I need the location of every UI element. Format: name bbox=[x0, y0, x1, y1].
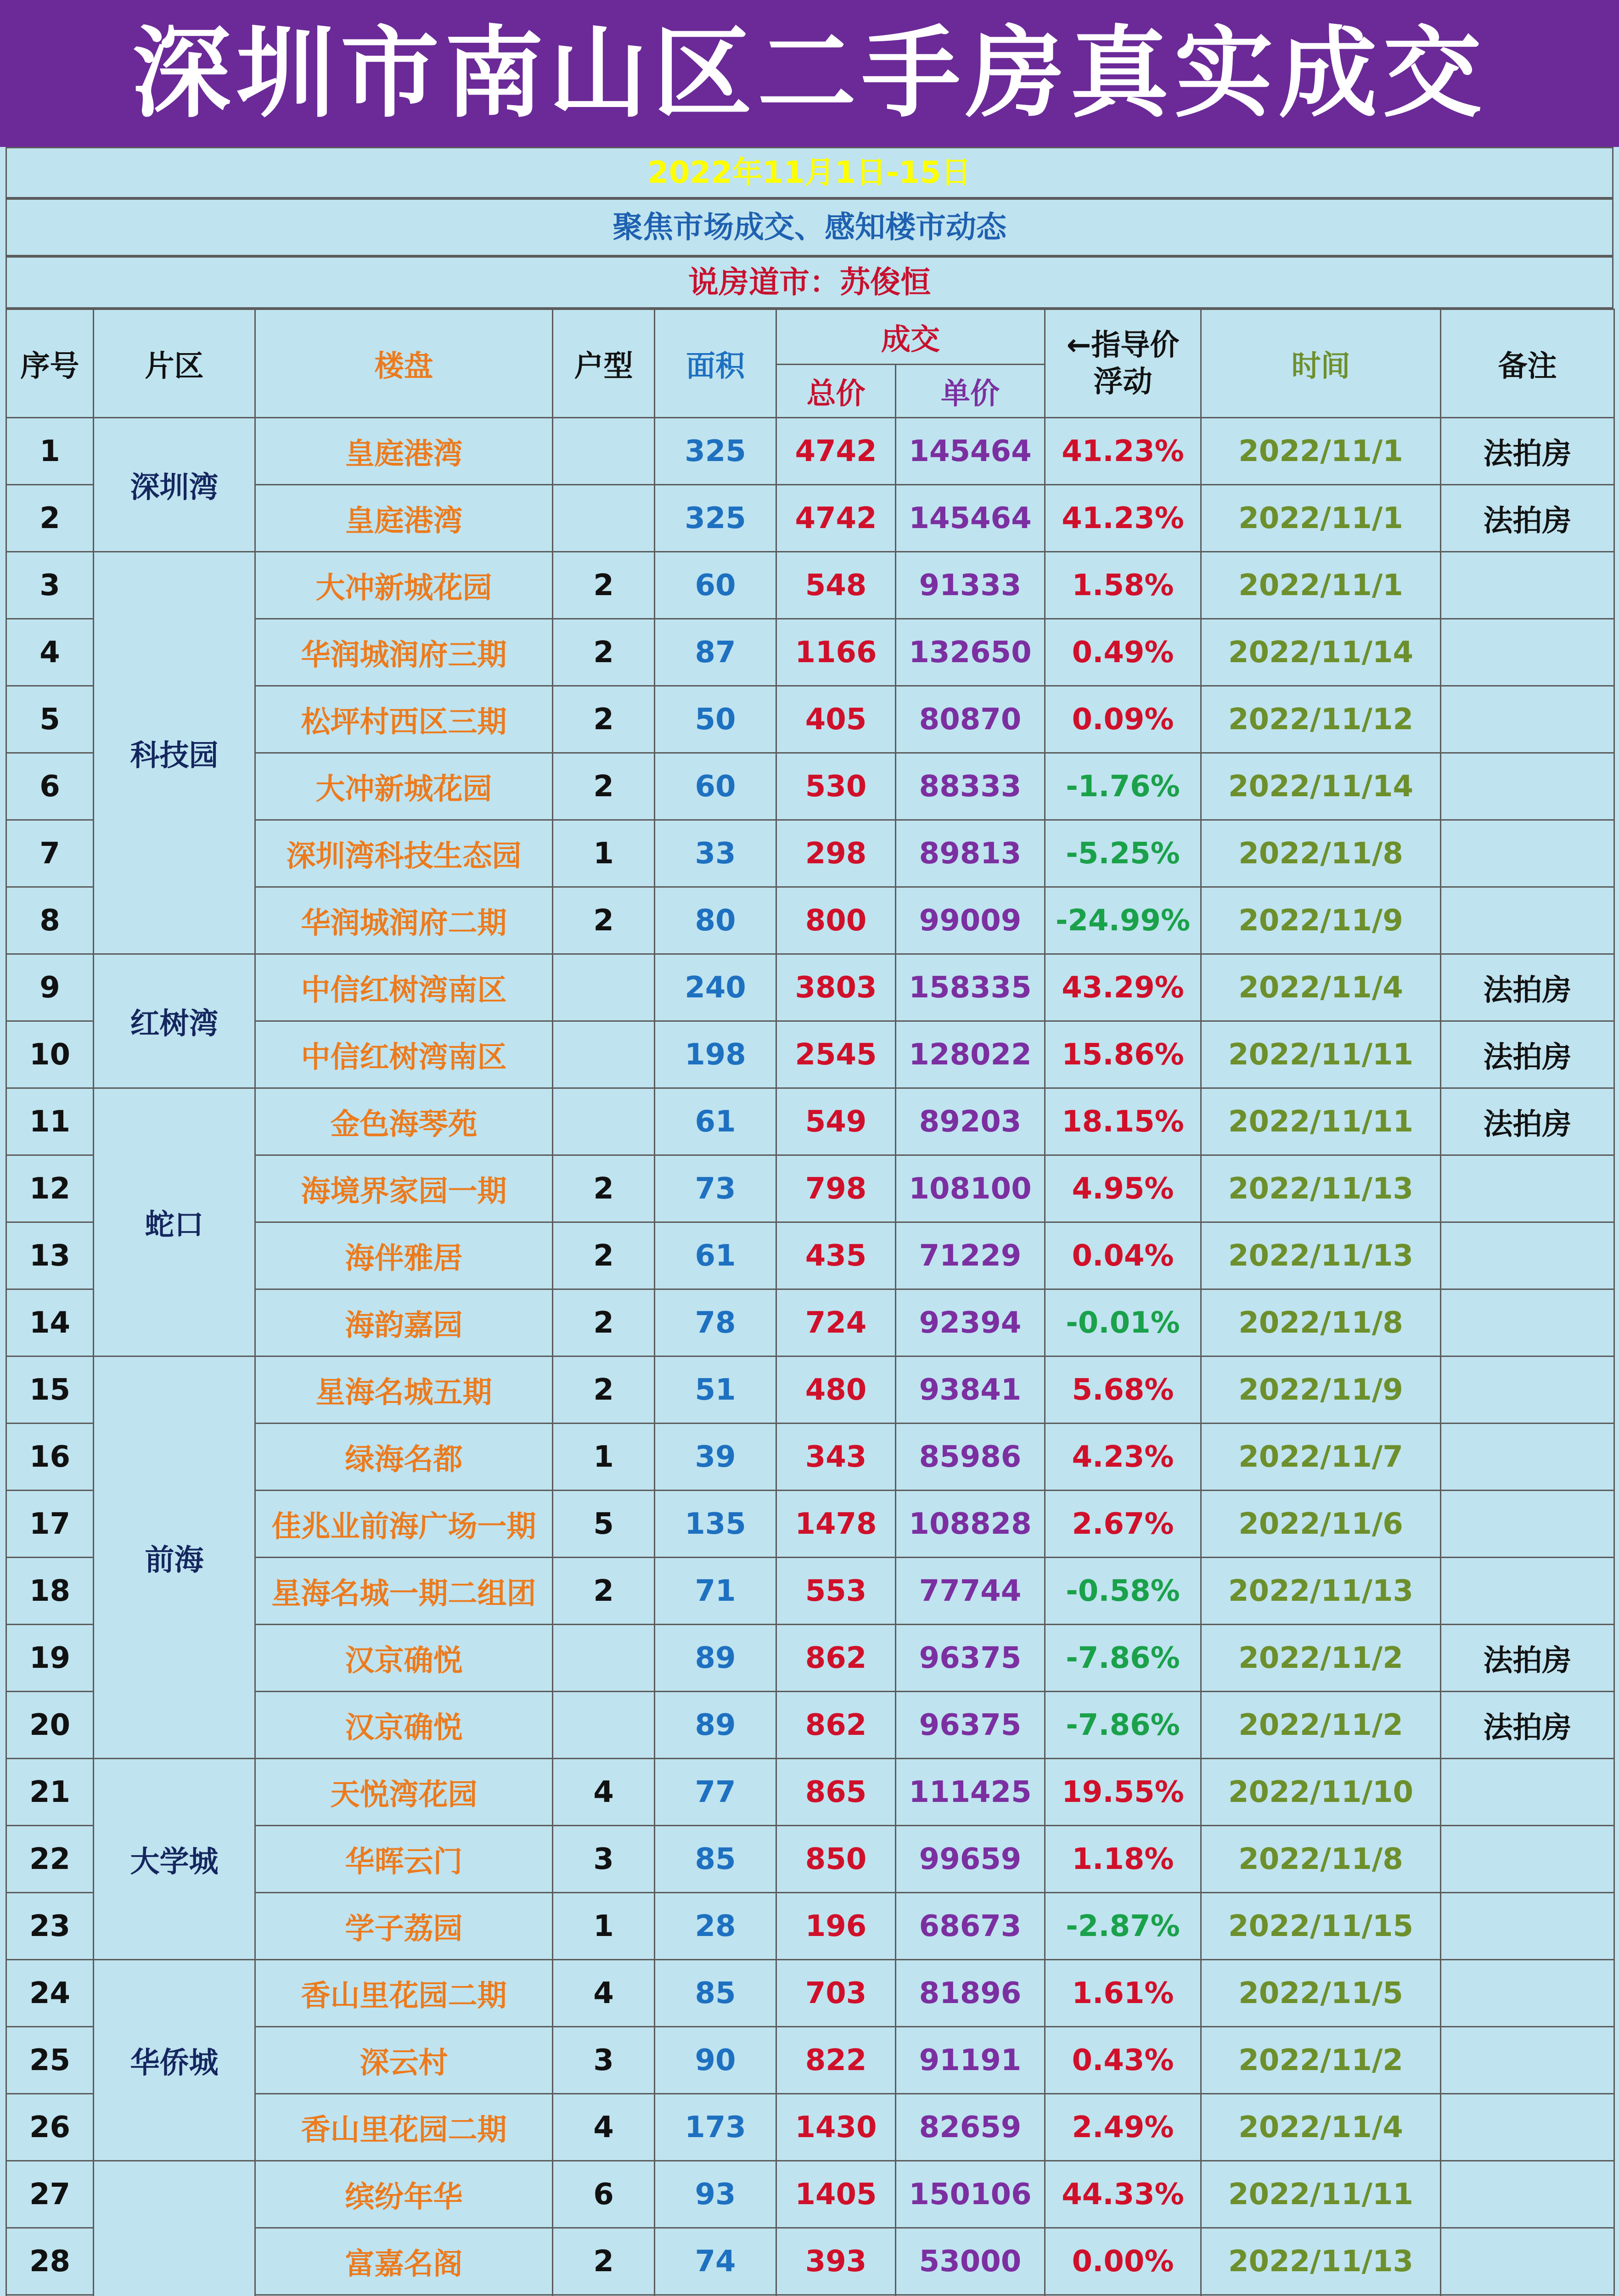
row-note bbox=[1441, 753, 1614, 820]
row-time: 2022/11/7 bbox=[1201, 1424, 1441, 1491]
row-size: 74 bbox=[655, 2228, 776, 2295]
row-total-price: 435 bbox=[776, 1222, 896, 1289]
page-title: 深圳市南山区二手房真实成交 bbox=[0, 0, 1619, 147]
row-estate: 深圳湾科技生态园 bbox=[255, 820, 553, 887]
row-unit-price: 99659 bbox=[896, 1826, 1045, 1893]
row-time: 2022/11/13 bbox=[1201, 1222, 1441, 1289]
row-seq: 8 bbox=[6, 887, 94, 954]
row-estate: 金色海琴苑 bbox=[255, 1088, 553, 1155]
header-room-type: 户型 bbox=[553, 310, 655, 418]
row-price-float: -7.86% bbox=[1045, 1625, 1201, 1692]
row-total-price: 405 bbox=[776, 686, 896, 753]
row-room-type: 1 bbox=[553, 820, 655, 887]
row-room-type: 1 bbox=[553, 1424, 655, 1491]
row-size: 87 bbox=[655, 619, 776, 686]
header-time: 时间 bbox=[1201, 310, 1441, 418]
row-time: 2022/11/5 bbox=[1201, 1960, 1441, 2027]
row-note bbox=[1441, 619, 1614, 686]
table-row bbox=[6, 1088, 1614, 1155]
row-price-float: -0.01% bbox=[1045, 1289, 1201, 1356]
row-unit-price: 85986 bbox=[896, 1424, 1045, 1491]
row-time: 2022/11/4 bbox=[1201, 2094, 1441, 2161]
row-price-float: 4.23% bbox=[1045, 1424, 1201, 1491]
row-estate: 天悦湾花园 bbox=[255, 1759, 553, 1826]
row-size: 78 bbox=[655, 1289, 776, 1356]
row-room-type: 4 bbox=[553, 1759, 655, 1826]
row-seq: 16 bbox=[6, 1424, 94, 1491]
row-time: 2022/11/9 bbox=[1201, 887, 1441, 954]
row-note: 法拍房 bbox=[1441, 1625, 1614, 1692]
row-estate: 星海名城五期 bbox=[255, 1356, 553, 1424]
row-estate: 华润城润府三期 bbox=[255, 619, 553, 686]
table-row bbox=[6, 1759, 1614, 1826]
row-price-float: 19.55% bbox=[1045, 1759, 1201, 1826]
row-note bbox=[1441, 686, 1614, 753]
row-unit-price: 145464 bbox=[896, 418, 1045, 485]
row-price-float: 4.95% bbox=[1045, 1155, 1201, 1222]
row-unit-price: 93841 bbox=[896, 1356, 1045, 1424]
area-group-cell: 科技园 bbox=[94, 552, 255, 954]
row-time: 2022/11/10 bbox=[1201, 1759, 1441, 1826]
row-seq: 5 bbox=[6, 686, 94, 753]
row-estate: 星海名城一期二组团 bbox=[255, 1558, 553, 1625]
row-note bbox=[1441, 887, 1614, 954]
header-unit-price: 单价 bbox=[896, 365, 1045, 418]
row-total-price: 2545 bbox=[776, 1021, 896, 1088]
row-unit-price: 111425 bbox=[896, 1759, 1045, 1826]
row-size: 61 bbox=[655, 1222, 776, 1289]
row-unit-price: 99009 bbox=[896, 887, 1045, 954]
row-size: 85 bbox=[655, 1960, 776, 2027]
row-note bbox=[1441, 1558, 1614, 1625]
row-seq: 19 bbox=[6, 1625, 94, 1692]
table-row bbox=[6, 552, 1614, 619]
area-group-cell: 红树湾 bbox=[94, 954, 255, 1088]
row-price-float: -2.87% bbox=[1045, 1893, 1201, 1960]
row-seq: 13 bbox=[6, 1222, 94, 1289]
row-room-type bbox=[553, 1088, 655, 1155]
row-room-type bbox=[553, 418, 655, 485]
row-note: 法拍房 bbox=[1441, 954, 1614, 1021]
row-size: 71 bbox=[655, 1558, 776, 1625]
row-total-price: 822 bbox=[776, 2027, 896, 2094]
row-seq: 6 bbox=[6, 753, 94, 820]
row-seq: 26 bbox=[6, 2094, 94, 2161]
row-time: 2022/11/12 bbox=[1201, 686, 1441, 753]
row-time: 2022/11/13 bbox=[1201, 1155, 1441, 1222]
row-total-price: 4742 bbox=[776, 485, 896, 552]
row-note bbox=[1441, 2161, 1614, 2228]
row-room-type: 2 bbox=[553, 552, 655, 619]
row-unit-price: 53000 bbox=[896, 2228, 1045, 2295]
row-note bbox=[1441, 552, 1614, 619]
row-time: 2022/11/14 bbox=[1201, 619, 1441, 686]
row-total-price: 4742 bbox=[776, 418, 896, 485]
row-price-float: 0.04% bbox=[1045, 1222, 1201, 1289]
row-unit-price: 89203 bbox=[896, 1088, 1045, 1155]
row-price-float: 1.58% bbox=[1045, 552, 1201, 619]
row-estate: 皇庭港湾 bbox=[255, 418, 553, 485]
row-time: 2022/11/8 bbox=[1201, 820, 1441, 887]
row-estate: 汉京确悦 bbox=[255, 1692, 553, 1759]
row-estate: 中信红树湾南区 bbox=[255, 1021, 553, 1088]
author-line: 说房道市：苏俊恒 bbox=[6, 256, 1613, 309]
row-size: 60 bbox=[655, 753, 776, 820]
row-unit-price: 96375 bbox=[896, 1692, 1045, 1759]
row-estate: 汉京确悦 bbox=[255, 1625, 553, 1692]
row-unit-price: 71229 bbox=[896, 1222, 1045, 1289]
row-price-float: 44.33% bbox=[1045, 2161, 1201, 2228]
row-total-price: 480 bbox=[776, 1356, 896, 1424]
row-estate: 皇庭港湾 bbox=[255, 485, 553, 552]
row-seq: 1 bbox=[6, 418, 94, 485]
row-time: 2022/11/1 bbox=[1201, 552, 1441, 619]
row-note bbox=[1441, 1893, 1614, 1960]
row-note bbox=[1441, 1424, 1614, 1491]
header-deal: 成交 bbox=[776, 310, 1045, 365]
row-size: 73 bbox=[655, 1155, 776, 1222]
area-group-cell: 蛇口 bbox=[94, 1088, 255, 1356]
row-price-float: 15.86% bbox=[1045, 1021, 1201, 1088]
row-size: 173 bbox=[655, 2094, 776, 2161]
table-row bbox=[6, 2161, 1614, 2228]
row-size: 325 bbox=[655, 418, 776, 485]
row-total-price: 1405 bbox=[776, 2161, 896, 2228]
row-estate: 华润城润府二期 bbox=[255, 887, 553, 954]
row-unit-price: 158335 bbox=[896, 954, 1045, 1021]
area-group-cell: 深圳湾 bbox=[94, 418, 255, 552]
row-time: 2022/11/2 bbox=[1201, 1692, 1441, 1759]
row-note bbox=[1441, 1960, 1614, 2027]
transactions-table bbox=[6, 309, 1615, 2296]
row-estate: 香山里花园二期 bbox=[255, 2094, 553, 2161]
row-estate: 富嘉名阁 bbox=[255, 2228, 553, 2295]
row-unit-price: 132650 bbox=[896, 619, 1045, 686]
row-price-float: 0.00% bbox=[1045, 2228, 1201, 2295]
row-seq: 3 bbox=[6, 552, 94, 619]
row-room-type: 2 bbox=[553, 2228, 655, 2295]
row-total-price: 865 bbox=[776, 1759, 896, 1826]
row-unit-price: 96375 bbox=[896, 1625, 1045, 1692]
row-total-price: 549 bbox=[776, 1088, 896, 1155]
row-room-type: 2 bbox=[553, 753, 655, 820]
row-seq: 14 bbox=[6, 1289, 94, 1356]
row-note bbox=[1441, 1826, 1614, 1893]
row-time: 2022/11/4 bbox=[1201, 954, 1441, 1021]
row-time: 2022/11/11 bbox=[1201, 1088, 1441, 1155]
row-size: 77 bbox=[655, 1759, 776, 1826]
row-total-price: 703 bbox=[776, 1960, 896, 2027]
table-body bbox=[6, 418, 1614, 2296]
row-total-price: 298 bbox=[776, 820, 896, 887]
row-time: 2022/11/13 bbox=[1201, 1558, 1441, 1625]
row-room-type bbox=[553, 1625, 655, 1692]
row-time: 2022/11/2 bbox=[1201, 1625, 1441, 1692]
row-time: 2022/11/1 bbox=[1201, 418, 1441, 485]
row-price-float: 43.29% bbox=[1045, 954, 1201, 1021]
row-unit-price: 77744 bbox=[896, 1558, 1045, 1625]
row-total-price: 724 bbox=[776, 1289, 896, 1356]
row-size: 33 bbox=[655, 820, 776, 887]
row-note bbox=[1441, 1289, 1614, 1356]
row-unit-price: 91191 bbox=[896, 2027, 1045, 2094]
row-estate: 缤纷年华 bbox=[255, 2161, 553, 2228]
header-size: 面积 bbox=[655, 310, 776, 418]
row-seq: 25 bbox=[6, 2027, 94, 2094]
row-estate: 海境界家园一期 bbox=[255, 1155, 553, 1222]
row-estate: 海伴雅居 bbox=[255, 1222, 553, 1289]
area-group-cell bbox=[94, 2161, 255, 2296]
row-price-float: -24.99% bbox=[1045, 887, 1201, 954]
row-room-type bbox=[553, 954, 655, 1021]
row-room-type: 2 bbox=[553, 1558, 655, 1625]
row-unit-price: 150106 bbox=[896, 2161, 1045, 2228]
row-total-price: 196 bbox=[776, 1893, 896, 1960]
row-estate: 中信红树湾南区 bbox=[255, 954, 553, 1021]
row-time: 2022/11/15 bbox=[1201, 1893, 1441, 1960]
row-unit-price: 88333 bbox=[896, 753, 1045, 820]
row-size: 60 bbox=[655, 552, 776, 619]
row-size: 240 bbox=[655, 954, 776, 1021]
row-size: 90 bbox=[655, 2027, 776, 2094]
row-total-price: 862 bbox=[776, 1692, 896, 1759]
header-total-price: 总价 bbox=[776, 365, 896, 418]
row-room-type bbox=[553, 1021, 655, 1088]
row-estate: 绿海名都 bbox=[255, 1424, 553, 1491]
row-price-float: 41.23% bbox=[1045, 418, 1201, 485]
row-total-price: 1166 bbox=[776, 619, 896, 686]
row-size: 80 bbox=[655, 887, 776, 954]
table-row bbox=[6, 1960, 1614, 2027]
row-room-type: 3 bbox=[553, 1826, 655, 1893]
row-seq: 21 bbox=[6, 1759, 94, 1826]
row-unit-price: 89813 bbox=[896, 820, 1045, 887]
row-time: 2022/11/14 bbox=[1201, 753, 1441, 820]
row-size: 61 bbox=[655, 1088, 776, 1155]
row-note bbox=[1441, 1759, 1614, 1826]
row-room-type: 6 bbox=[553, 2161, 655, 2228]
row-seq: 18 bbox=[6, 1558, 94, 1625]
row-seq: 22 bbox=[6, 1826, 94, 1893]
row-seq: 11 bbox=[6, 1088, 94, 1155]
row-price-float: 0.09% bbox=[1045, 686, 1201, 753]
row-estate: 大冲新城花园 bbox=[255, 552, 553, 619]
row-price-float: -1.76% bbox=[1045, 753, 1201, 820]
row-price-float: 1.61% bbox=[1045, 1960, 1201, 2027]
row-seq: 4 bbox=[6, 619, 94, 686]
row-price-float: 5.68% bbox=[1045, 1356, 1201, 1424]
row-room-type: 2 bbox=[553, 1289, 655, 1356]
row-time: 2022/11/11 bbox=[1201, 2161, 1441, 2228]
table-row bbox=[6, 954, 1614, 1021]
row-unit-price: 80870 bbox=[896, 686, 1045, 753]
row-note: 法拍房 bbox=[1441, 1692, 1614, 1759]
row-total-price: 798 bbox=[776, 1155, 896, 1222]
row-note bbox=[1441, 2228, 1614, 2295]
row-room-type bbox=[553, 1692, 655, 1759]
row-total-price: 530 bbox=[776, 753, 896, 820]
row-room-type: 2 bbox=[553, 1155, 655, 1222]
row-size: 39 bbox=[655, 1424, 776, 1491]
row-seq: 15 bbox=[6, 1356, 94, 1424]
header-area: 片区 bbox=[94, 310, 255, 418]
row-total-price: 1430 bbox=[776, 2094, 896, 2161]
row-total-price: 800 bbox=[776, 887, 896, 954]
row-time: 2022/11/8 bbox=[1201, 1826, 1441, 1893]
row-price-float: 41.23% bbox=[1045, 485, 1201, 552]
row-size: 325 bbox=[655, 485, 776, 552]
row-seq: 17 bbox=[6, 1491, 94, 1558]
row-price-float: 0.49% bbox=[1045, 619, 1201, 686]
slogan: 聚焦市场成交、感知楼市动态 bbox=[6, 198, 1613, 256]
row-unit-price: 82659 bbox=[896, 2094, 1045, 2161]
row-seq: 27 bbox=[6, 2161, 94, 2228]
row-estate: 佳兆业前海广场一期 bbox=[255, 1491, 553, 1558]
header-note: 备注 bbox=[1441, 310, 1614, 418]
row-room-type: 2 bbox=[553, 686, 655, 753]
row-note: 法拍房 bbox=[1441, 418, 1614, 485]
row-estate: 华晖云门 bbox=[255, 1826, 553, 1893]
row-time: 2022/11/13 bbox=[1201, 2228, 1441, 2295]
row-total-price: 548 bbox=[776, 552, 896, 619]
header-seq: 序号 bbox=[6, 310, 94, 418]
area-group-cell: 大学城 bbox=[94, 1759, 255, 1960]
row-seq: 2 bbox=[6, 485, 94, 552]
row-note bbox=[1441, 2094, 1614, 2161]
row-room-type: 2 bbox=[553, 1356, 655, 1424]
row-time: 2022/11/8 bbox=[1201, 1289, 1441, 1356]
header-estate: 楼盘 bbox=[255, 310, 553, 418]
header-float: ←指导价 浮动 bbox=[1045, 310, 1201, 418]
row-total-price: 553 bbox=[776, 1558, 896, 1625]
row-room-type: 4 bbox=[553, 2094, 655, 2161]
area-group-cell: 前海 bbox=[94, 1356, 255, 1759]
row-note: 法拍房 bbox=[1441, 485, 1614, 552]
row-estate: 香山里花园二期 bbox=[255, 1960, 553, 2027]
row-room-type bbox=[553, 485, 655, 552]
row-size: 50 bbox=[655, 686, 776, 753]
row-unit-price: 81896 bbox=[896, 1960, 1045, 2027]
row-total-price: 862 bbox=[776, 1625, 896, 1692]
row-room-type: 2 bbox=[553, 1222, 655, 1289]
row-total-price: 850 bbox=[776, 1826, 896, 1893]
row-seq: 28 bbox=[6, 2228, 94, 2295]
row-note: 法拍房 bbox=[1441, 1021, 1614, 1088]
row-estate: 深云村 bbox=[255, 2027, 553, 2094]
row-note bbox=[1441, 1222, 1614, 1289]
row-note: 法拍房 bbox=[1441, 1088, 1614, 1155]
row-total-price: 343 bbox=[776, 1424, 896, 1491]
row-size: 89 bbox=[655, 1625, 776, 1692]
row-room-type: 1 bbox=[553, 1893, 655, 1960]
row-total-price: 393 bbox=[776, 2228, 896, 2295]
row-size: 85 bbox=[655, 1826, 776, 1893]
row-room-type: 5 bbox=[553, 1491, 655, 1558]
row-room-type: 2 bbox=[553, 619, 655, 686]
row-unit-price: 145464 bbox=[896, 485, 1045, 552]
row-price-float: 18.15% bbox=[1045, 1088, 1201, 1155]
row-size: 28 bbox=[655, 1893, 776, 1960]
row-unit-price: 68673 bbox=[896, 1893, 1045, 1960]
row-size: 51 bbox=[655, 1356, 776, 1424]
row-total-price: 1478 bbox=[776, 1491, 896, 1558]
row-estate: 学子荔园 bbox=[255, 1893, 553, 1960]
row-size: 89 bbox=[655, 1692, 776, 1759]
row-note bbox=[1441, 1491, 1614, 1558]
row-price-float: -0.58% bbox=[1045, 1558, 1201, 1625]
date-range: 2022年11月1日-15日 bbox=[6, 147, 1613, 198]
row-seq: 7 bbox=[6, 820, 94, 887]
row-unit-price: 108828 bbox=[896, 1491, 1045, 1558]
table-row bbox=[6, 1356, 1614, 1424]
row-seq: 12 bbox=[6, 1155, 94, 1222]
row-note bbox=[1441, 820, 1614, 887]
row-unit-price: 108100 bbox=[896, 1155, 1045, 1222]
row-seq: 9 bbox=[6, 954, 94, 1021]
row-time: 2022/11/6 bbox=[1201, 1491, 1441, 1558]
table-row bbox=[6, 418, 1614, 485]
row-size: 198 bbox=[655, 1021, 776, 1088]
row-note bbox=[1441, 1155, 1614, 1222]
row-unit-price: 128022 bbox=[896, 1021, 1045, 1088]
row-unit-price: 92394 bbox=[896, 1289, 1045, 1356]
row-price-float: 2.67% bbox=[1045, 1491, 1201, 1558]
row-estate: 松坪村西区三期 bbox=[255, 686, 553, 753]
row-price-float: 0.43% bbox=[1045, 2027, 1201, 2094]
row-seq: 10 bbox=[6, 1021, 94, 1088]
row-note bbox=[1441, 2027, 1614, 2094]
row-seq: 23 bbox=[6, 1893, 94, 1960]
row-price-float: -5.25% bbox=[1045, 820, 1201, 887]
row-unit-price: 91333 bbox=[896, 552, 1045, 619]
row-estate: 大冲新城花园 bbox=[255, 753, 553, 820]
row-time: 2022/11/9 bbox=[1201, 1356, 1441, 1424]
row-price-float: 1.18% bbox=[1045, 1826, 1201, 1893]
area-group-cell: 华侨城 bbox=[94, 1960, 255, 2161]
header-row-1 bbox=[6, 310, 1614, 365]
row-time: 2022/11/1 bbox=[1201, 485, 1441, 552]
row-seq: 20 bbox=[6, 1692, 94, 1759]
row-size: 135 bbox=[655, 1491, 776, 1558]
row-time: 2022/11/11 bbox=[1201, 1021, 1441, 1088]
row-size: 93 bbox=[655, 2161, 776, 2228]
row-room-type: 4 bbox=[553, 1960, 655, 2027]
row-total-price: 3803 bbox=[776, 954, 896, 1021]
row-room-type: 2 bbox=[553, 887, 655, 954]
row-estate: 海韵嘉园 bbox=[255, 1289, 553, 1356]
row-price-float: -7.86% bbox=[1045, 1692, 1201, 1759]
row-price-float: 2.49% bbox=[1045, 2094, 1201, 2161]
row-room-type: 3 bbox=[553, 2027, 655, 2094]
row-note bbox=[1441, 1356, 1614, 1424]
row-time: 2022/11/2 bbox=[1201, 2027, 1441, 2094]
row-seq: 24 bbox=[6, 1960, 94, 2027]
